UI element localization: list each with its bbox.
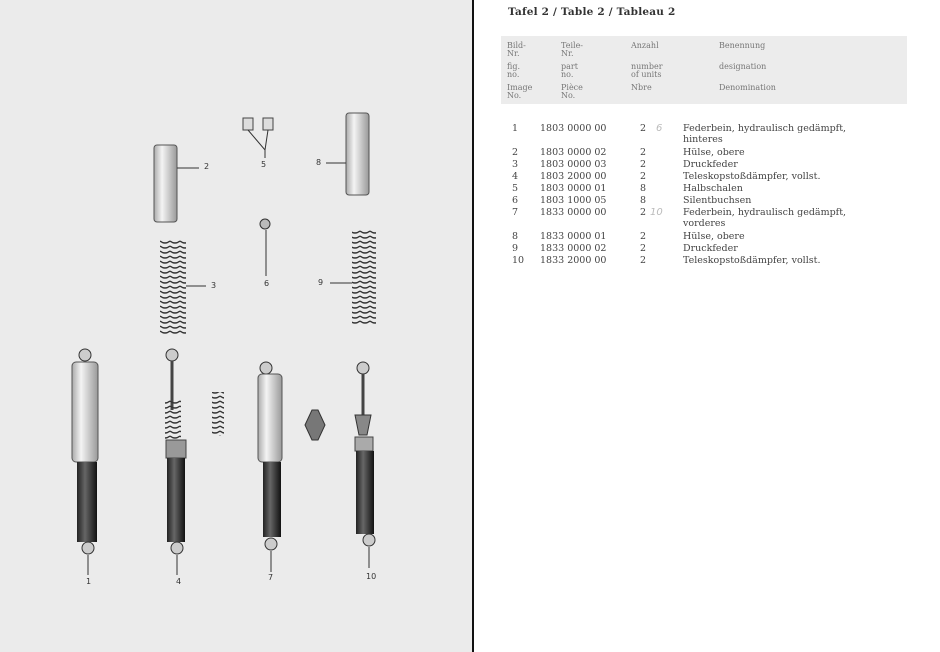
table-row <box>474 171 940 183</box>
header-cell: number of units <box>631 62 663 79</box>
quantity: 2 <box>640 147 647 158</box>
designation-cont: vorderes <box>683 218 726 229</box>
header-cell: Bild- Nr. <box>507 41 526 58</box>
callout-5: 5 <box>261 160 267 169</box>
part-no: 1833 0000 02 <box>540 243 607 254</box>
quantity: 8 <box>640 195 647 206</box>
header-cell: part no. <box>561 62 578 79</box>
fig-no: 10 <box>512 255 525 266</box>
part-no: 1833 0000 00 <box>540 207 607 218</box>
table-row <box>474 123 940 145</box>
buffer-cone <box>305 410 325 440</box>
quantity: 2 <box>640 207 647 218</box>
header-cell: Image No. <box>507 83 533 100</box>
fig-no: 5 <box>512 183 519 194</box>
half-shells-5 <box>243 118 273 158</box>
fig-no: 2 <box>512 147 519 158</box>
damper-10 <box>355 362 375 568</box>
callout-2: 2 <box>204 162 210 171</box>
quantity: 2 <box>640 231 647 242</box>
part-no: 1803 0000 01 <box>540 183 607 194</box>
table-header <box>501 36 907 104</box>
header-cell: Nbre <box>631 83 652 92</box>
table-row <box>474 183 940 195</box>
handwritten-note: 10 <box>650 207 663 218</box>
table-row <box>474 147 940 159</box>
header-cell: Denomination <box>719 83 776 92</box>
part-no: 1803 2000 00 <box>540 171 607 182</box>
designation: Hülse, obere <box>683 231 745 242</box>
header-cell: Teile- Nr. <box>561 41 584 58</box>
quantity: 8 <box>640 183 647 194</box>
part-no: 1803 0000 02 <box>540 147 607 158</box>
designation: Hülse, obere <box>683 147 745 158</box>
fig-no: 1 <box>512 123 519 134</box>
table-title: Tafel 2 / Table 2 / Tableau 2 <box>508 6 676 18</box>
table-row <box>474 195 940 207</box>
sleeve-8 <box>326 113 369 195</box>
part-no: 1803 0000 00 <box>540 123 607 134</box>
bushing-6 <box>260 219 270 276</box>
designation: Teleskopstoßdämpfer, vollst. <box>683 255 821 266</box>
header-cell: Benennung <box>719 41 766 50</box>
fig-no: 7 <box>512 207 519 218</box>
designation: Druckfeder <box>683 243 738 254</box>
quantity: 2 <box>640 255 647 266</box>
designation: Druckfeder <box>683 159 738 170</box>
table-row <box>474 159 940 171</box>
fig-no: 4 <box>512 171 519 182</box>
parts-list-page <box>474 0 940 652</box>
spring-9 <box>330 230 376 325</box>
callout-6: 6 <box>264 279 270 288</box>
callout-10: 10 <box>366 572 377 581</box>
designation: Federbein, hydraulisch gedämpft, <box>683 123 847 134</box>
strut-7 <box>258 362 282 572</box>
quantity: 2 <box>640 171 647 182</box>
callout-8: 8 <box>316 158 322 167</box>
handwritten-note: 6 <box>656 123 663 134</box>
fig-no: 9 <box>512 243 519 254</box>
quantity: 2 <box>640 243 647 254</box>
designation: Federbein, hydraulisch gedämpft, <box>683 207 847 218</box>
fig-no: 6 <box>512 195 519 206</box>
quantity: 2 <box>640 123 647 134</box>
designation: Halbschalen <box>683 183 743 194</box>
header-cell: designation <box>719 62 767 71</box>
table-row <box>474 231 940 243</box>
fig-no: 3 <box>512 159 519 170</box>
quantity: 2 <box>640 159 647 170</box>
callout-3: 3 <box>211 281 217 290</box>
table-row <box>474 207 940 229</box>
designation-cont: hinteres <box>683 134 723 145</box>
fig-no: 8 <box>512 231 519 242</box>
header-cell: Anzahl <box>631 41 659 50</box>
small-spring <box>212 392 224 436</box>
header-cell: Pièce No. <box>561 83 583 100</box>
sleeve-2 <box>154 145 199 222</box>
part-no: 1803 0000 03 <box>540 159 607 170</box>
designation: Silentbuchsen <box>683 195 752 206</box>
table-row <box>474 243 940 255</box>
callout-7: 7 <box>268 573 274 582</box>
part-no: 1833 2000 00 <box>540 255 607 266</box>
callout-4: 4 <box>176 577 182 586</box>
spring-3 <box>160 240 206 334</box>
designation: Teleskopstoßdämpfer, vollst. <box>683 171 821 182</box>
part-no: 1833 0000 01 <box>540 231 607 242</box>
table-row <box>474 255 940 267</box>
callout-9: 9 <box>318 278 324 287</box>
header-cell: fig. no. <box>507 62 520 79</box>
strut-1 <box>72 349 98 575</box>
callout-1: 1 <box>86 577 92 586</box>
damper-4 <box>165 349 186 575</box>
part-no: 1803 1000 05 <box>540 195 607 206</box>
